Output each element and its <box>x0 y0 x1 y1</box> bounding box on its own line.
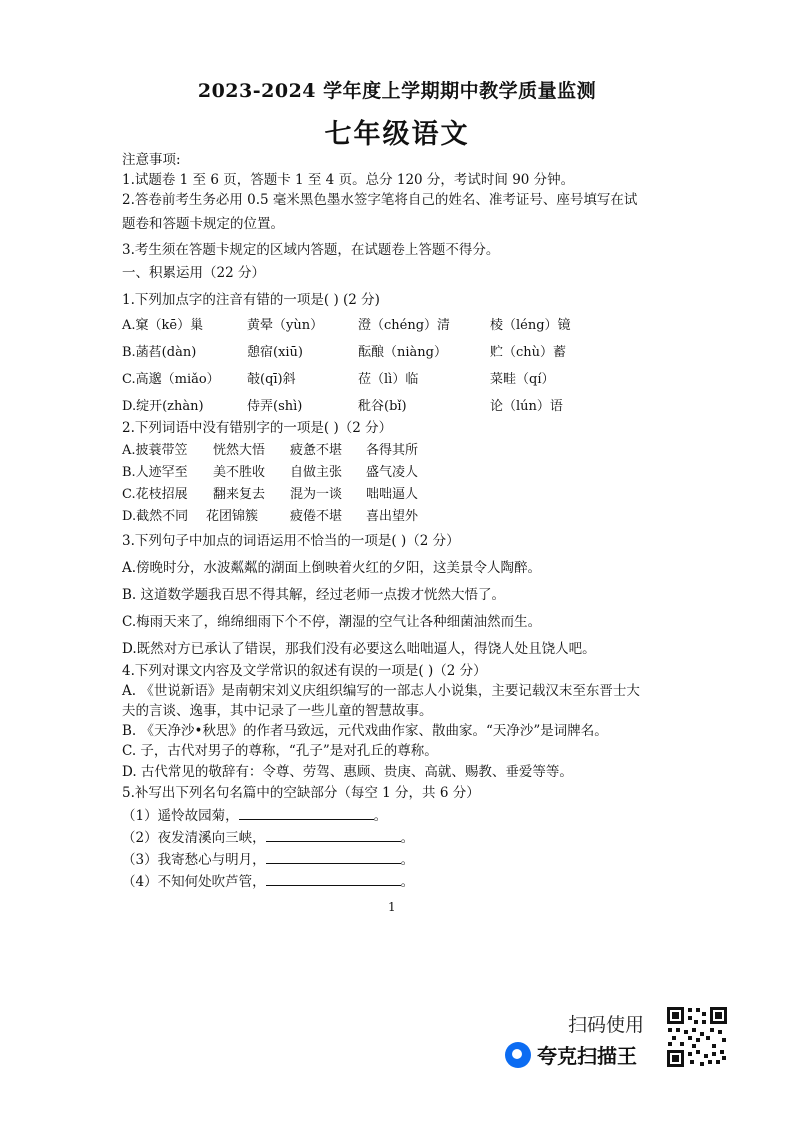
q1-d-1: D.绽开(zhàn) <box>122 399 204 414</box>
q2-b-1: B.人迹罕至 <box>122 465 188 480</box>
brand-logo-icon <box>505 1042 531 1068</box>
q1-d-2: 侍弄(shì) <box>247 399 303 414</box>
q5-item-2-end: 。 <box>400 830 415 846</box>
q5-blank-4[interactable] <box>266 871 401 886</box>
section-heading: 一、积累运用（22 分） <box>122 265 265 281</box>
q2-b-2: 美不胜收 <box>213 465 266 480</box>
q4-option-c: C. 子，古代对男子的尊称，“孔子”是对孔丘的尊称。 <box>122 743 438 759</box>
q5-item-4-text: （4）不知何处吹芦管， <box>122 874 266 890</box>
q5-item-2-text: （2）夜发清溪向三峡， <box>122 830 266 846</box>
q2-d-1: D.截然不同 <box>122 509 189 524</box>
q1-d-4: 论（lún）语 <box>490 399 563 414</box>
q4-option-b: B. 《天净沙•秋思》的作者马致远，元代戏曲作家、散曲家。“天净沙”是词牌名。 <box>122 723 608 739</box>
q2-d-3: 疲倦不堪 <box>290 509 343 524</box>
brand-name: 夸克扫描王 <box>537 1044 637 1068</box>
q2-c-1: C.花枝招展 <box>122 487 188 502</box>
q2-stem: 2.下列词语中没有错别字的一项是( )（2 分） <box>122 420 393 436</box>
q4-option-a-line2: 夫的言谈、逸事，其中记录了一些儿童的智慧故事。 <box>122 703 433 719</box>
q1-b-2: 憩宿(xiū) <box>247 345 304 360</box>
q3-option-b: B. 这道数学题我百思不得其解，经过老师一点拨才恍然大悟了。 <box>122 587 506 603</box>
q5-item-1 <box>122 805 387 826</box>
q1-c-1: C.高邈（miǎo） <box>122 372 220 387</box>
q2-c-4: 咄咄逼人 <box>366 487 419 502</box>
q1-d-3: 秕谷(bǐ) <box>358 399 407 414</box>
q2-c-2: 翻来复去 <box>213 487 266 502</box>
q5-blank-3[interactable] <box>266 849 401 864</box>
q4-stem: 4.下列对课文内容及文学常识的叙述有误的一项是( )（2 分） <box>122 663 487 679</box>
q1-a-3: 澄（chéng）清 <box>358 318 451 333</box>
note-item-2-line2: 题卷和答题卡规定的位置。 <box>122 216 284 232</box>
page-number: 1 <box>388 900 396 914</box>
notes-heading: 注意事项: <box>122 152 181 168</box>
note-item-3: 3.考生须在答题卡规定的区域内答题，在试题卷上答题不得分。 <box>122 242 500 258</box>
q2-b-3: 自做主张 <box>290 465 343 480</box>
qr-code-icon[interactable] <box>666 1006 728 1068</box>
exam-title: 2023-2024 学年度上学期期中教学质量监测 <box>197 80 597 102</box>
q4-option-a-line1: A. 《世说新语》是南朝宋刘义庆组织编写的一部志人小说集，主要记载汉末至东晋士大 <box>122 683 640 699</box>
q1-c-2: 攲(qī)斜 <box>247 372 296 387</box>
q1-b-4: 贮（chù）蓄 <box>490 345 567 360</box>
q1-b-3: 酝酿（niàng） <box>358 345 447 360</box>
q1-stem: 1.下列加点字的注音有错的一项是( ) (2 分) <box>122 292 380 308</box>
q5-item-2 <box>122 827 414 848</box>
q5-item-4-end: 。 <box>400 874 415 890</box>
q4-option-d: D. 古代常见的敬辞有：令尊、劳驾、惠顾、贵庚、高就、赐教、垂爱等等。 <box>122 764 573 780</box>
q1-c-4: 菜畦（qí） <box>490 372 555 387</box>
q5-stem: 5.补写出下列名句名篇中的空缺部分（每空 1 分，共 6 分） <box>122 785 480 801</box>
q1-a-1: A.窠（kē）巢 <box>122 318 204 333</box>
q1-c-3: 莅（lì）临 <box>358 372 419 387</box>
subject-title: 七年级语文 <box>324 119 470 150</box>
q1-a-4: 棱（léng）镜 <box>490 318 571 333</box>
q2-a-3: 疲惫不堪 <box>290 443 343 458</box>
q5-item-3 <box>122 849 414 870</box>
q3-option-d: D.既然对方已承认了错误，那我们没有必要这么咄咄逼人，得饶人处且饶人吧。 <box>122 641 596 657</box>
q1-a-2: 黄晕（yùn） <box>247 318 324 333</box>
q3-option-c: C.梅雨天来了，绵绵细雨下个不停，潮湿的空气让各种细菌油然而生。 <box>122 614 542 630</box>
q2-c-3: 混为一谈 <box>290 487 343 502</box>
q2-b-4: 盛气凌人 <box>366 465 419 480</box>
q1-b-1: B.菡萏(dàn) <box>122 345 197 360</box>
q3-stem: 3.下列句子中加点的词语运用不恰当的一项是( )（2 分） <box>122 533 460 549</box>
q3-option-a: A.傍晚时分，水波粼粼的湖面上倒映着火红的夕阳，这美景令人陶醉。 <box>122 560 542 576</box>
q5-item-3-text: （3）我寄愁心与明月， <box>122 852 266 868</box>
q5-blank-1[interactable] <box>239 805 374 820</box>
note-item-1: 1.试题卷 1 至 6 页，答题卡 1 至 4 页。总分 120 分，考试时间 90 分钟。 <box>122 172 575 188</box>
q2-a-4: 各得其所 <box>366 443 419 458</box>
q2-a-1: A.披蓑带笠 <box>122 443 188 458</box>
q2-d-4: 喜出望外 <box>366 509 419 524</box>
q5-item-3-end: 。 <box>400 852 415 868</box>
q5-item-4 <box>122 871 414 892</box>
q5-item-1-text: （1）遥怜故园菊， <box>122 808 239 824</box>
q2-a-2: 恍然大悟 <box>213 443 266 458</box>
q5-item-1-end: 。 <box>373 808 388 824</box>
brand-badge <box>505 1040 637 1069</box>
q2-d-2: 花团锦簇 <box>206 509 259 524</box>
note-item-2-line1: 2.答卷前考生务必用 0.5 毫米黑色墨水签字笔将自己的姓名、准考证号、座号填写在试 <box>122 192 638 208</box>
scan-label: 扫码使用 <box>567 1014 644 1036</box>
q5-blank-2[interactable] <box>266 827 401 842</box>
